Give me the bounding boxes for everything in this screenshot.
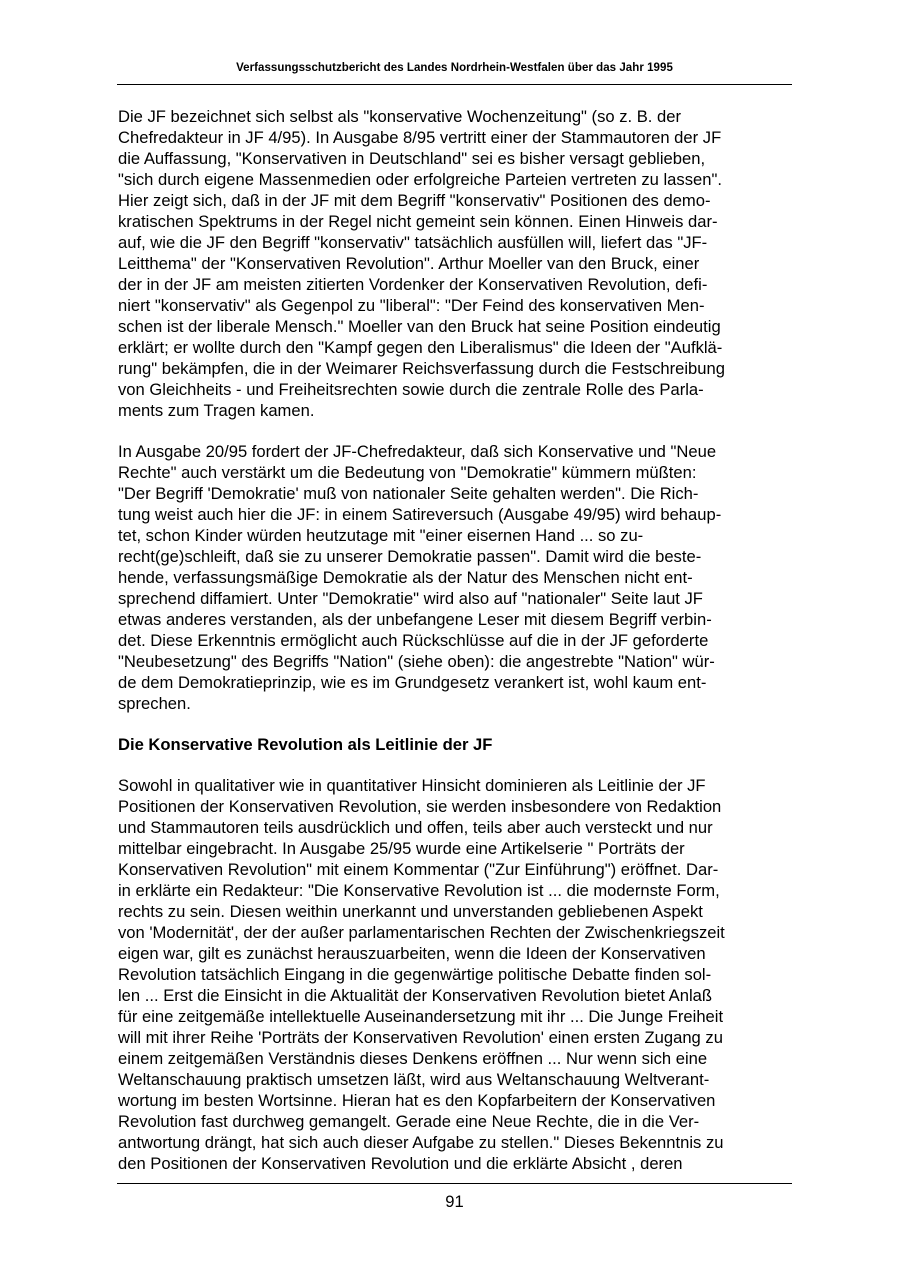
section-heading: Die Konservative Revolution als Leitlinie der JF [118, 735, 493, 754]
paragraph-spacer [118, 421, 790, 441]
text-line: schen ist der liberale Mensch." Moeller van den Bruck hat seine Position eindeutig [118, 317, 721, 336]
text-line: auf, wie die JF den Begriff "konservativ" tatsächlich ausfüllen will, liefert das "JF- [118, 233, 708, 252]
paragraph-spacer [118, 755, 790, 775]
text-line: Leitthema" der "Konservativen Revolution". Arthur Moeller van den Bruck, einer [118, 254, 700, 273]
text-line: der in der JF am meisten zitierten Vordenker der Konservativen Revolution, defi- [118, 275, 708, 294]
text-line: niert "konservativ" als Gegenpol zu "liberal": "Der Feind des konservativen Men- [118, 296, 705, 315]
text-line: eigen war, gilt es zunächst herauszuarbeiten, wenn die Ideen der Konservativen [118, 944, 706, 963]
text-line: in erklärte ein Redakteur: "Die Konservative Revolution ist ... die modernste Form, [118, 881, 720, 900]
text-line: Revolution tatsächlich Eingang in die gegenwärtige politische Debatte finden sol- [118, 965, 712, 984]
text-line: Die JF bezeichnet sich selbst als "konservative Wochenzeitung" (so z. B. der [118, 107, 682, 126]
text-line: Positionen der Konservativen Revolution, sie werden insbesondere von Redaktion [118, 797, 722, 816]
text-line: wortung im besten Wortsinne. Hieran hat es den Kopfarbeitern der Konservativen [118, 1091, 716, 1110]
text-line: von Gleichheits - und Freiheitsrechten sowie durch die zentrale Rolle des Parla- [118, 380, 704, 399]
text-line: "Der Begriff 'Demokratie' muß von nationaler Seite gehalten werden". Die Rich- [118, 484, 699, 503]
text-line: len ... Erst die Einsicht in die Aktualität der Konservativen Revolution bietet Anlaß [118, 986, 713, 1005]
text-line: "Neubesetzung" des Begriffs "Nation" (siehe oben): die angestrebte "Nation" wür- [118, 652, 715, 671]
text-line: und Stammautoren teils ausdrücklich und offen, teils aber auch versteckt und nur [118, 818, 713, 837]
header-rule [117, 84, 792, 85]
text-line: antwortung drängt, hat sich auch dieser Aufgabe zu stellen." Dieses Bekenntnis zu [118, 1133, 724, 1152]
text-line: Sowohl in qualitativer wie in quantitativer Hinsicht dominieren als Leitlinie der JF [118, 776, 706, 795]
text-line: den Positionen der Konservativen Revolution und die erklärte Absicht , deren [118, 1154, 683, 1173]
text-line: ments zum Tragen kamen. [118, 401, 315, 420]
text-line: sprechend diffamiert. Unter "Demokratie" wird also auf "nationaler" Seite laut JF [118, 589, 703, 608]
text-line: hende, verfassungsmäßige Demokratie als der Natur des Menschen nicht ent- [118, 568, 693, 587]
footer-rule [117, 1183, 792, 1184]
text-line: für eine zeitgemäße intellektuelle Auseinandersetzung mit ihr ... Die Junge Freiheit [118, 1007, 724, 1026]
text-line: erklärt; er wollte durch den "Kampf gegen den Liberalismus" die Ideen der "Aufklä- [118, 338, 723, 357]
text-line: Hier zeigt sich, daß in der JF mit dem Begriff "konservativ" Positionen des demo- [118, 191, 711, 210]
text-line: kratischen Spektrums in der Regel nicht gemeint sein können. Einen Hinweis dar- [118, 212, 718, 231]
paragraph-spacer [118, 714, 790, 734]
text-line: Weltanschauung praktisch umsetzen läßt, wird aus Weltanschauung Weltverant- [118, 1070, 710, 1089]
text-line: Revolution fast durchweg gemangelt. Gerade eine Neue Rechte, die in die Ver- [118, 1112, 700, 1131]
text-line: einem zeitgemäßen Verständnis dieses Denkens eröffnen ... Nur wenn sich eine [118, 1049, 708, 1068]
text-line: recht(ge)schleift, daß sie zu unserer Demokratie passen". Damit wird die beste- [118, 547, 702, 566]
text-line: die Auffassung, "Konservativen in Deutschland" sei es bisher versagt geblieben, [118, 149, 706, 168]
text-line: mittelbar eingebracht. In Ausgabe 25/95 wurde eine Artikelserie " Porträts der [118, 839, 685, 858]
text-line: rechts zu sein. Diesen weithin unerkannt und unverstanden gebliebenen Aspekt [118, 902, 703, 921]
text-line: de dem Demokratieprinzip, wie es im Grundgesetz verankert ist, wohl kaum ent- [118, 673, 707, 692]
text-line: Chefredakteur in JF 4/95). In Ausgabe 8/95 vertritt einer der Stammautoren der JF [118, 128, 722, 147]
paragraph-1 [118, 106, 790, 421]
text-line: von 'Modernität', der der außer parlamentarischen Rechten der Zwischenkriegszeit [118, 923, 725, 942]
text-line: will mit ihrer Reihe 'Porträts der Konservativen Revolution' einen ersten Zugang zu [118, 1028, 723, 1047]
text-line: sprechen. [118, 694, 191, 713]
text-line: Rechte" auch verstärkt um die Bedeutung von "Demokratie" kümmern müßten: [118, 463, 697, 482]
text-line: rung" bekämpfen, die in der Weimarer Reichsverfassung durch die Festschreibung [118, 359, 725, 378]
text-line: In Ausgabe 20/95 fordert der JF-Chefredakteur, daß sich Konservative und "Neue [118, 442, 717, 461]
paragraph-2 [118, 441, 790, 714]
text-line: det. Diese Erkenntnis ermöglicht auch Rückschlüsse auf die in der JF geforderte [118, 631, 709, 650]
paragraph-3 [118, 775, 790, 1174]
text-line: Konservativen Revolution" mit einem Kommentar ("Zur Einführung") eröffnet. Dar- [118, 860, 719, 879]
text-line: tung weist auch hier die JF: in einem Satireversuch (Ausgabe 49/95) wird behaup- [118, 505, 722, 524]
running-header: Verfassungsschutzbericht des Landes Nordrhein-Westfalen über das Jahr 1995 [236, 62, 673, 74]
text-line: "sich durch eigene Massenmedien oder erfolgreiche Parteien vertreten zu lassen". [118, 170, 722, 189]
page-number: 91 [445, 1192, 464, 1211]
document-body [118, 106, 790, 1174]
text-line: etwas anderes verstanden, als der unbefangene Leser mit diesem Begriff verbin- [118, 610, 712, 629]
text-line: tet, schon Kinder würden heutzutage mit "einer eisernen Hand ... so zu- [118, 526, 644, 545]
